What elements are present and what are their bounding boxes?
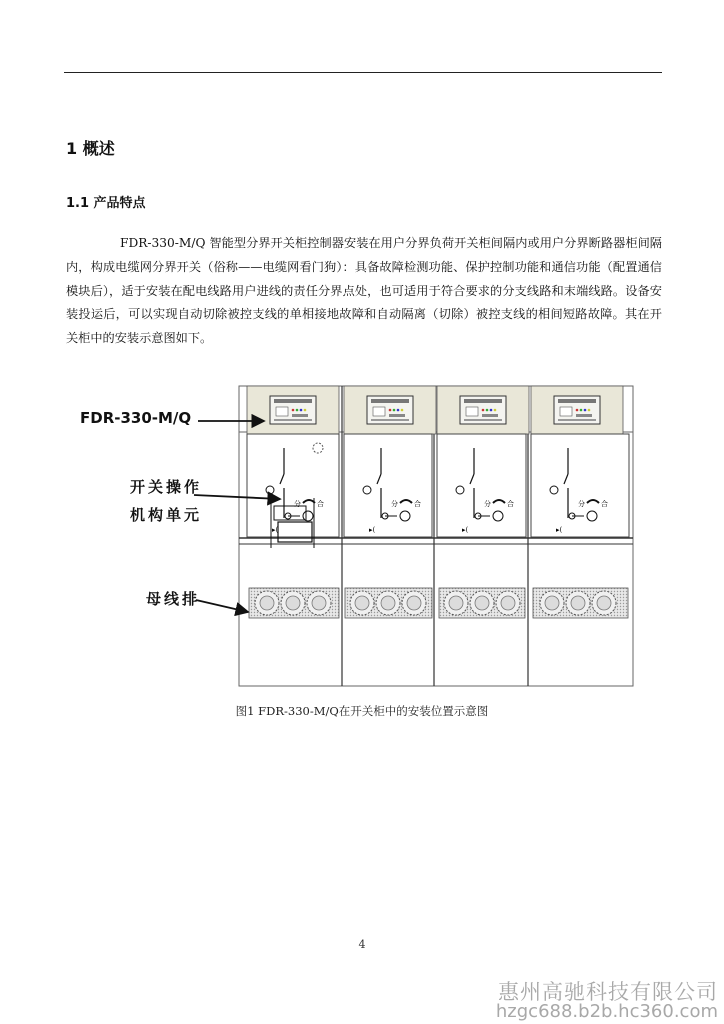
mechanism-label-line1: 开关操作 [130, 478, 203, 496]
controller-label: FDR-330-M/Q [80, 409, 192, 427]
mechanism-label-line2: 机构单元 [130, 506, 203, 524]
watermark-url: hzgc688.b2b.hc360.com [495, 1001, 718, 1022]
body-paragraph: FDR-330-M/Q 智能型分界开关柜控制器安装在用户分界负荷开关柜间隔内或用户分界断路器柜间隔内，构成电缆网分界开关（俗称——电缆网看门狗）：具备故障检测功能、保护控制功能和通信功能（配置通信模块后），适于安装在配电线路用户进线的责任分界点处，也可适用于符合要求的分支线路和末端线路。设备安装投运后，可以实现自动切除被控支线的单相接地故障和自动隔离（切除）被控支线的相间短路故障。其在开关柜中的安装示意图如下。 [66, 236, 662, 346]
header-rule [64, 72, 662, 73]
section-heading: 1 概述 [66, 139, 115, 158]
subsection-heading: 1.1 产品特点 [66, 196, 146, 211]
figure-caption: 图1 FDR-330-M/Q在开关柜中的安装位置示意图 [235, 704, 489, 718]
page-number: 4 [358, 938, 366, 951]
switchgear-figure [52, 380, 664, 690]
watermark-company: 惠州高驰科技有限公司 [498, 980, 718, 1004]
switchgear-diagram: 分 合 ▸( [64, 380, 664, 690]
busbar-label: 母线排 [146, 590, 201, 608]
